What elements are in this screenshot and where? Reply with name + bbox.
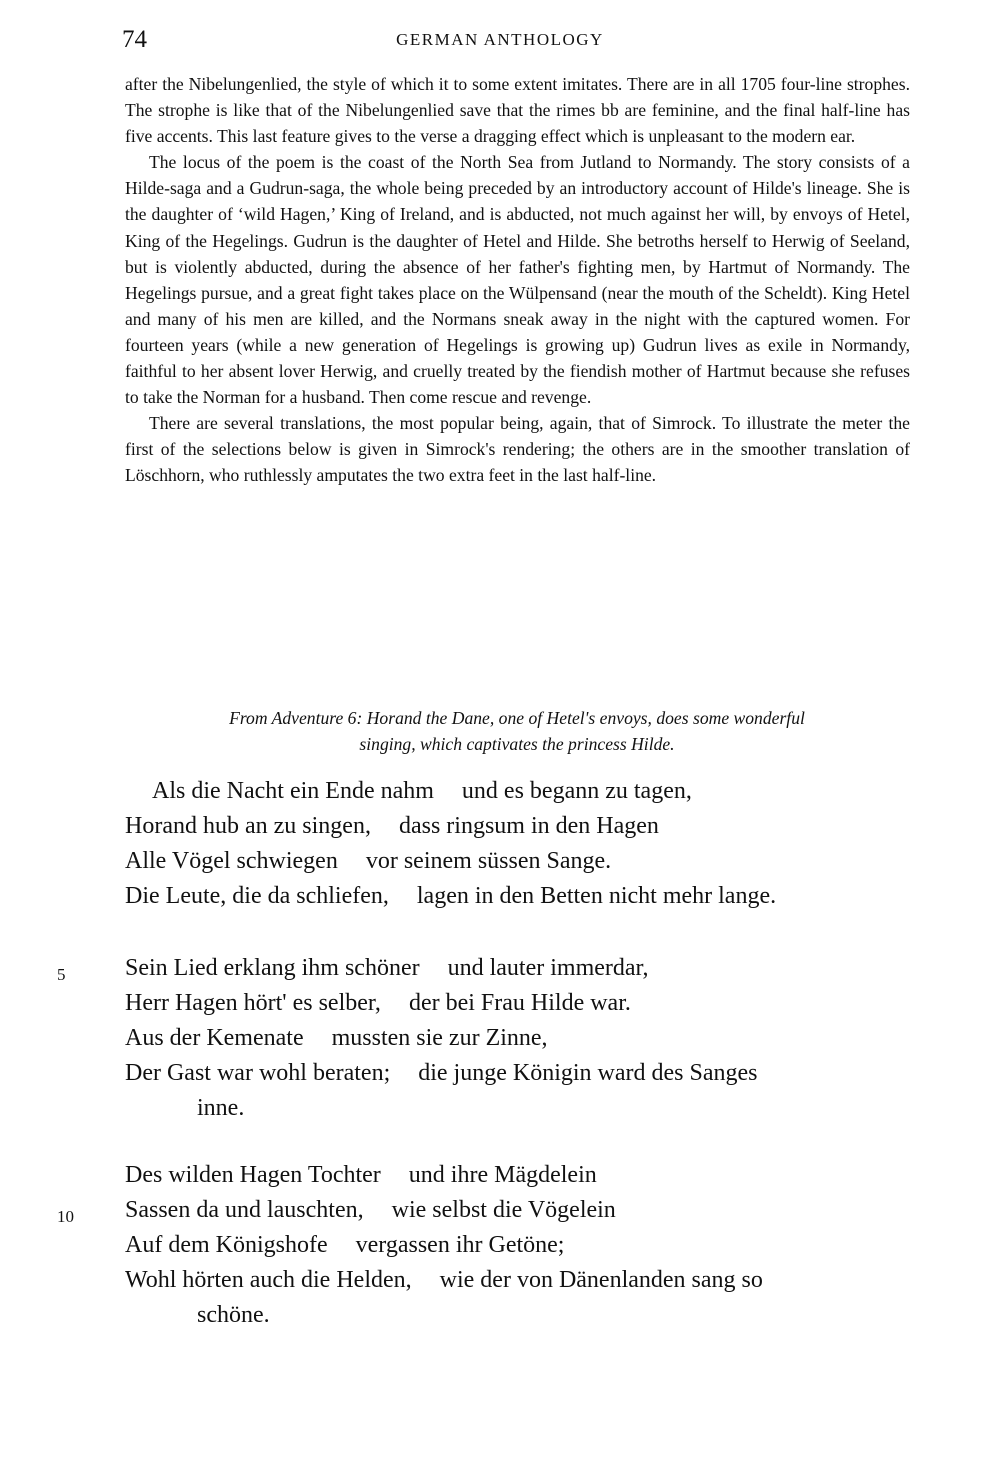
half-line-a: Auf dem Königshofe: [125, 1232, 328, 1258]
caption-line-2: singing, which captivates the princess Hilde.: [359, 734, 675, 754]
half-line-b: und ihre Mägdelein: [408, 1162, 597, 1188]
half-line-a: Sein Lied erklang ihm schöner: [125, 955, 420, 981]
half-line-a: Des wilden Hagen Tochter: [125, 1162, 381, 1188]
half-line-a: Herr Hagen hört' es selber,: [125, 990, 381, 1016]
half-line-b: wie selbst die Vögelein: [391, 1197, 616, 1223]
page-number: 74: [122, 26, 147, 53]
half-line-a: Der Gast war wohl beraten;: [125, 1060, 391, 1086]
half-line-b: vergassen ihr Getöne;: [355, 1232, 565, 1258]
half-line-b: mussten sie zur Zinne,: [331, 1025, 548, 1051]
paragraph-2: The locus of the poem is the coast of the North Sea from Jutland to Normandy. The story consists of a Hilde-saga and a Gudrun-saga, the whole being preceded by an introductory account of Hilde's lineage. She is the daughter of ‘wild Hagen,’ King of Ireland, and is abducted, not much against her will, by envoys of Hetel, King of the Hegelings. Gudrun is the daughter of Hetel and Hilde. She betroths herself to Herwig of Seeland, but is violently abducted, during the absence of her father's fighting men, by Hartmut of Normandy. The Hegelings pursue, and a great fight takes place on the Wülpensand (near the mouth of the Scheldt). King Hetel and many of his men are killed, and the Normans sneak away in the night with the captured women. For fourteen years (while a new generation of Hegelings is growing up) Gudrun lives as exile in Normandy, faithful to her absent lover Herwig, and cruelly treated by the fiendish mother of Hartmut because she refuses to take the Norman for a husband. Then come rescue and revenge.: [125, 152, 910, 408]
half-line-b: und es begann zu tagen,: [461, 778, 692, 804]
half-line-a: Alle Vögel schwiegen: [125, 848, 338, 874]
line-number: 10: [57, 1207, 74, 1226]
stanza-2: [57, 951, 915, 1126]
verse-runover: schöne.: [197, 1302, 270, 1328]
stanza-3: [57, 1158, 915, 1333]
caption-line-1: From Adventure 6: Horand the Dane, one of Hetel's envoys, does some wonderful: [229, 708, 805, 728]
verse-line: [125, 844, 915, 879]
verse-line: [125, 774, 915, 809]
verse-line: [125, 1263, 915, 1298]
verse-line: [125, 1228, 915, 1263]
verse-line: [125, 809, 915, 844]
half-line-b: dass ringsum in den Hagen: [398, 813, 659, 839]
half-line-a: Sassen da und lauschten,: [125, 1197, 364, 1223]
verse-line: [125, 986, 915, 1021]
half-line-a: Wohl hörten auch die Helden,: [125, 1267, 412, 1293]
paragraph-1: after the Nibelungenlied, the style of which it to some extent imitates. There are in all 1705 four-line strophes. The strophe is like that of the Nibelungenlied save that the rimes bb are feminine, and the final half-line has five accents. This last feature gives to the verse a dragging effect which is unpleasant to the modern ear.: [125, 74, 910, 147]
half-line-a: Die Leute, die da schliefen,: [125, 883, 389, 909]
verse-line: [125, 1021, 915, 1056]
half-line-a: Als die Nacht ein Ende nahm: [152, 778, 434, 804]
half-line-b: lagen in den Betten nicht mehr lange.: [416, 883, 777, 909]
page-header: [0, 24, 1000, 58]
paragraph-3: There are several translations, the most popular being, again, that of Simrock. To illustrate the meter the first of the selections below is given in Simrock's rendering; the others are in the smoother translation of Löschhorn, who ruthlessly amputates the two extra feet in the last half-line.: [125, 413, 910, 486]
stanza-1: [125, 774, 915, 914]
verse-line: [125, 1158, 915, 1193]
prose-body: [125, 71, 910, 489]
verse-line: [57, 951, 915, 986]
running-head: GERMAN ANTHOLOGY: [396, 30, 604, 49]
half-line-a: Horand hub an zu singen,: [125, 813, 371, 839]
half-line-b: und lauter immerdar,: [447, 955, 649, 981]
half-line-a: Aus der Kemenate: [125, 1025, 304, 1051]
line-number: 5: [57, 965, 66, 984]
half-line-b: vor seinem süssen Sange.: [365, 848, 612, 874]
half-line-b: die junge Königin ward des Sanges: [418, 1060, 758, 1086]
verse-line: [125, 879, 915, 914]
half-line-b: der bei Frau Hilde war.: [408, 990, 631, 1016]
verse-line: [125, 1056, 915, 1091]
verse-runover: inne.: [197, 1095, 245, 1121]
half-line-b: wie der von Dänenlanden sang so: [439, 1267, 763, 1293]
verse-line: [57, 1193, 915, 1228]
selection-caption: [122, 705, 912, 757]
